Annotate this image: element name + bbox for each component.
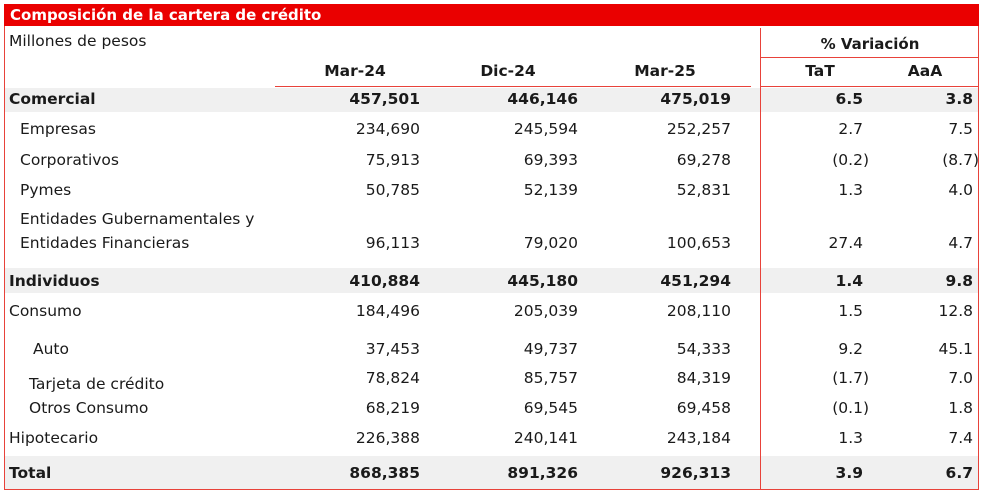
- cell-mar25: 475,019: [660, 90, 731, 108]
- cell-mar25: 84,319: [676, 369, 731, 387]
- cell-tat: (0.2): [832, 151, 869, 169]
- row-label: Hipotecario: [9, 429, 99, 447]
- cell-mar25: 69,458: [676, 399, 731, 417]
- cell-mar25: 54,333: [676, 340, 731, 358]
- cell-mar24: 37,453: [365, 340, 420, 358]
- cell-aaa: 45.1: [938, 340, 973, 358]
- col-header-mar25: Mar-25: [634, 62, 696, 80]
- cell-aaa: 7.0: [948, 369, 973, 387]
- cell-tat: (1.7): [832, 369, 869, 387]
- variation-header: % Variación: [820, 35, 920, 53]
- cell-dic24: 446,146: [507, 90, 578, 108]
- row-label: Total: [9, 464, 52, 482]
- cell-mar25: 100,653: [666, 234, 731, 252]
- cell-tat: 6.5: [835, 90, 863, 108]
- cell-mar24: 50,785: [365, 181, 420, 199]
- variation-divider: [760, 28, 761, 490]
- col-header-tat: TaT: [805, 62, 835, 80]
- cell-mar25: 52,831: [676, 181, 731, 199]
- cell-dic24: 69,545: [523, 399, 578, 417]
- cell-mar24: 75,913: [365, 151, 420, 169]
- cell-aaa: 1.8: [948, 399, 973, 417]
- cell-dic24: 79,020: [523, 234, 578, 252]
- row-label: Tarjeta de crédito: [29, 375, 165, 393]
- cell-dic24: 49,737: [523, 340, 578, 358]
- col-header-mar24: Mar-24: [324, 62, 386, 80]
- cell-mar25: 69,278: [676, 151, 731, 169]
- cell-mar25: 451,294: [660, 272, 731, 290]
- cell-tat: 27.4: [828, 234, 863, 252]
- cell-mar24: 184,496: [355, 302, 420, 320]
- cell-aaa: 9.8: [945, 272, 973, 290]
- row-label: Empresas: [20, 120, 96, 138]
- row-label-line2: Entidades Financieras: [20, 234, 190, 252]
- cell-mar25: 243,184: [666, 429, 731, 447]
- col-header-aaa: AaA: [907, 62, 943, 80]
- cell-mar24: 226,388: [355, 429, 420, 447]
- cell-aaa: 7.4: [948, 429, 973, 447]
- row-label: Entidades Gubernamentales y: [20, 210, 255, 228]
- cell-dic24: 85,757: [523, 369, 578, 387]
- cell-tat: (0.1): [832, 399, 869, 417]
- variation-underline: [760, 57, 979, 58]
- cell-mar24: 234,690: [355, 120, 420, 138]
- cell-aaa: 4.7: [948, 234, 973, 252]
- cell-aaa: 7.5: [948, 120, 973, 138]
- cell-aaa: 3.8: [945, 90, 973, 108]
- cell-mar24: 868,385: [349, 464, 420, 482]
- cell-dic24: 52,139: [523, 181, 578, 199]
- row-label: Individuos: [9, 272, 100, 290]
- row-label: Otros Consumo: [29, 399, 149, 417]
- cell-mar24: 457,501: [349, 90, 420, 108]
- header-underline-variation: [760, 86, 979, 87]
- cell-dic24: 240,141: [513, 429, 578, 447]
- cell-mar24: 410,884: [349, 272, 420, 290]
- cell-tat: 1.4: [835, 272, 863, 290]
- cell-mar24: 68,219: [365, 399, 420, 417]
- row-label: Pymes: [20, 181, 72, 199]
- cell-dic24: 69,393: [523, 151, 578, 169]
- row-label: Consumo: [9, 302, 82, 320]
- cell-mar25: 252,257: [666, 120, 731, 138]
- cell-dic24: 245,594: [513, 120, 578, 138]
- cell-dic24: 445,180: [507, 272, 578, 290]
- cell-mar24: 78,824: [365, 369, 420, 387]
- cell-aaa: 12.8: [938, 302, 973, 320]
- cell-aaa: 4.0: [948, 181, 973, 199]
- cell-tat: 1.3: [838, 181, 863, 199]
- cell-aaa: (8.7): [942, 151, 979, 169]
- cell-dic24: 205,039: [513, 302, 578, 320]
- units-label: Millones de pesos: [9, 32, 147, 50]
- cell-aaa: 6.7: [945, 464, 973, 482]
- cell-tat: 1.5: [838, 302, 863, 320]
- row-label: Comercial: [9, 90, 96, 108]
- cell-tat: 1.3: [838, 429, 863, 447]
- col-header-dic24: Dic-24: [480, 62, 536, 80]
- cell-mar25: 926,313: [660, 464, 731, 482]
- cell-dic24: 891,326: [507, 464, 578, 482]
- table-title: Composición de la cartera de crédito: [4, 4, 979, 26]
- cell-tat: 9.2: [838, 340, 863, 358]
- cell-mar25: 208,110: [666, 302, 731, 320]
- cell-mar24: 96,113: [365, 234, 420, 252]
- cell-tat: 2.7: [838, 120, 863, 138]
- cell-tat: 3.9: [835, 464, 863, 482]
- row-label: Corporativos: [20, 151, 119, 169]
- row-label: Auto: [33, 340, 69, 358]
- header-underline-main: [275, 86, 751, 87]
